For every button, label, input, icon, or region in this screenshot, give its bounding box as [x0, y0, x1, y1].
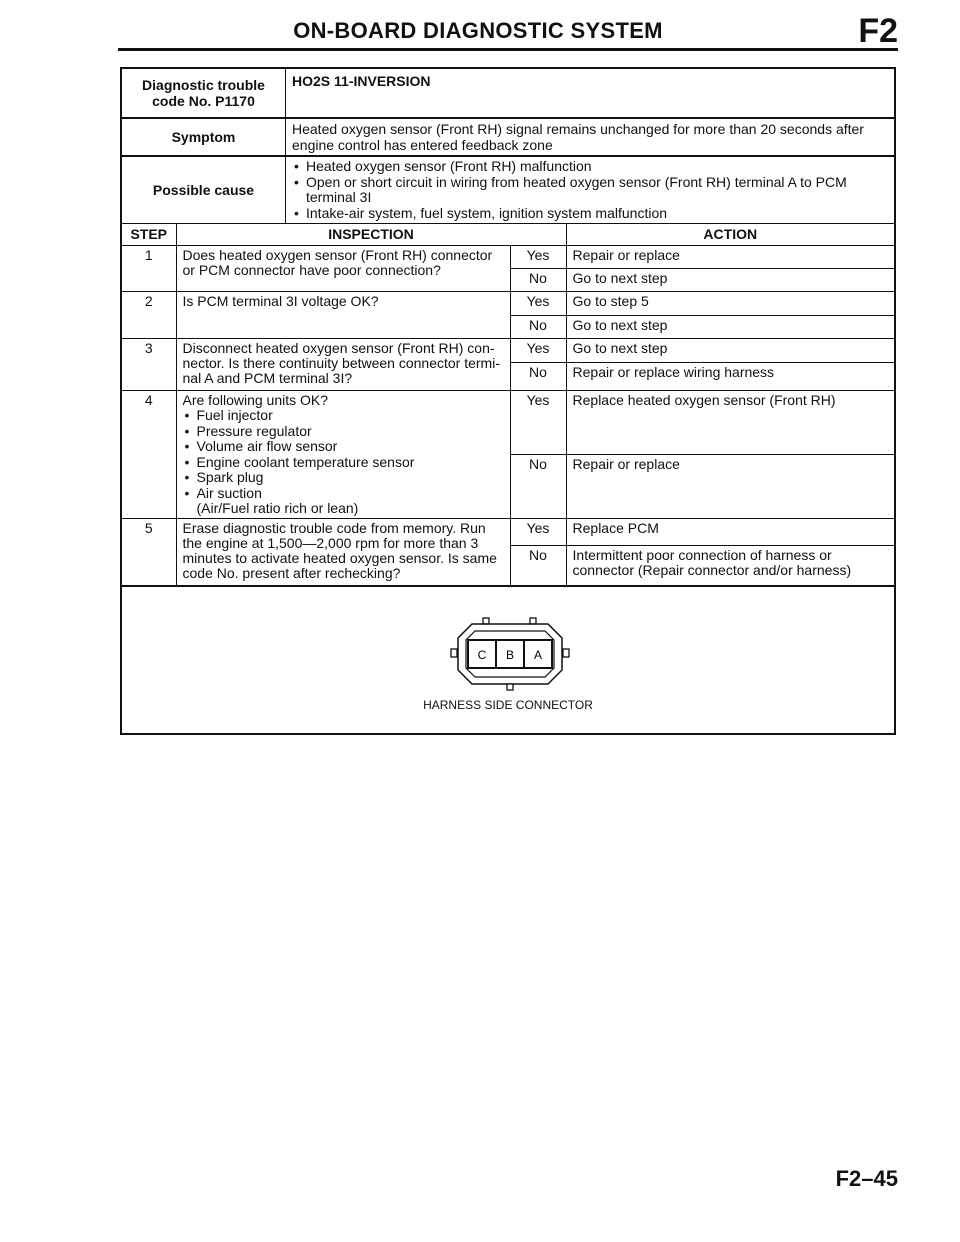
page-header [118, 14, 898, 51]
cause-label: Possible cause [122, 157, 286, 223]
unit-item: • Air suction [183, 486, 504, 502]
yes-action: Repair or replace [566, 246, 894, 269]
dtc-row [122, 69, 894, 119]
step-row [122, 519, 894, 546]
step-number: 4 [122, 391, 176, 519]
yes-label: Yes [510, 246, 566, 269]
unit-item: • Spark plug [183, 470, 504, 486]
step-number: 1 [122, 246, 176, 292]
dtc-label [122, 69, 286, 117]
symptom-row [122, 119, 894, 157]
no-label: No [510, 363, 566, 391]
step-row [122, 246, 894, 269]
units-list [183, 408, 504, 501]
no-label: No [510, 269, 566, 292]
unit-item: • Fuel injector [183, 408, 504, 424]
cause-row [122, 157, 894, 224]
page-title: ON-BOARD DIAGNOSTIC SYSTEM [293, 18, 663, 43]
yes-action: Go to step 5 [566, 292, 894, 316]
yes-action: Replace heated oxygen sensor (Front RH) [566, 391, 894, 455]
units-note: (Air/Fuel ratio rich or lean) [196, 500, 359, 516]
symptom-line1: Heated oxygen sensor (Front RH) signal remains unchanged for more than 20 seconds after [292, 121, 864, 137]
no-action: Go to next step [566, 316, 894, 339]
steps-table [122, 224, 894, 586]
step-number: 2 [122, 292, 176, 339]
no-label: No [510, 455, 566, 519]
step-inspection [176, 391, 510, 519]
step-inspection: Disconnect heated oxygen sensor (Front RH) con-nector. Is there continuity between connector termi-nal A and PCM terminal 3I? [176, 339, 510, 391]
dtc-label-line1: Diagnostic trouble [142, 77, 265, 93]
step-inspection: Is PCM terminal 3I voltage OK? [176, 292, 510, 339]
step-row [122, 339, 894, 363]
dtc-label-line2: code No. P1170 [152, 93, 255, 109]
cause-list [292, 159, 888, 221]
yes-label: Yes [510, 391, 566, 455]
terminal-c-label: C [477, 648, 487, 662]
step-row [122, 292, 894, 316]
unit-item: • Pressure regulator [183, 424, 504, 440]
steps-header-row [122, 224, 894, 246]
step-number: 3 [122, 339, 176, 391]
harness-connector-illustration [450, 613, 690, 695]
step-inspection: Does heated oxygen sensor (Front RH) connector or PCM connector have poor connection? [176, 246, 510, 292]
connector-diagram [122, 586, 894, 733]
unit-item: • Engine coolant temperature sensor [183, 455, 504, 471]
cause-item: • Intake-air system, fuel system, ignition system malfunction [292, 206, 888, 222]
cause-value [286, 157, 894, 223]
step-row [122, 391, 894, 455]
step-inspection: Erase diagnostic trouble code from memory. Run the engine at 1,500—2,000 rpm for more than 3 minutes to activate heated oxygen sensor. Is same code No. present after rechecking? [176, 519, 510, 586]
col-step: STEP [122, 224, 176, 246]
page-number: F2–45 [835, 1166, 898, 1191]
symptom-label: Symptom [122, 119, 286, 155]
col-action: ACTION [566, 224, 894, 246]
no-action: Intermittent poor connection of harness or connector (Repair connector and/or harness) [566, 546, 894, 586]
yes-label: Yes [510, 519, 566, 546]
unit-item: • Volume air flow sensor [183, 439, 504, 455]
section-code: F2 [858, 12, 898, 50]
no-action: Repair or replace wiring harness [566, 363, 894, 391]
no-action: Repair or replace [566, 455, 894, 519]
no-action: Go to next step [566, 269, 894, 292]
cause-item: • Heated oxygen sensor (Front RH) malfunction [292, 159, 888, 175]
yes-label: Yes [510, 339, 566, 363]
symptom-line2: engine control has entered feedback zone [292, 137, 553, 153]
col-inspection: INSPECTION [176, 224, 566, 246]
terminal-b-label: B [505, 648, 515, 662]
no-label: No [510, 316, 566, 339]
step-inspection-question: Are following units OK? [182, 392, 329, 408]
terminal-a-label: A [533, 648, 543, 662]
dtc-value: HO2S 11-INVERSION [292, 73, 431, 89]
diagnostic-table [120, 67, 896, 735]
connector-caption: HARNESS SIDE CONNECTOR [423, 698, 593, 712]
yes-action: Go to next step [566, 339, 894, 363]
no-label: No [510, 546, 566, 586]
symptom-value [286, 119, 894, 155]
yes-action: Replace PCM [566, 519, 894, 546]
yes-label: Yes [510, 292, 566, 316]
cause-item: • Open or short circuit in wiring from heated oxygen sensor (Front RH) terminal A to PCM terminal 3I [292, 175, 888, 206]
step-number: 5 [122, 519, 176, 586]
